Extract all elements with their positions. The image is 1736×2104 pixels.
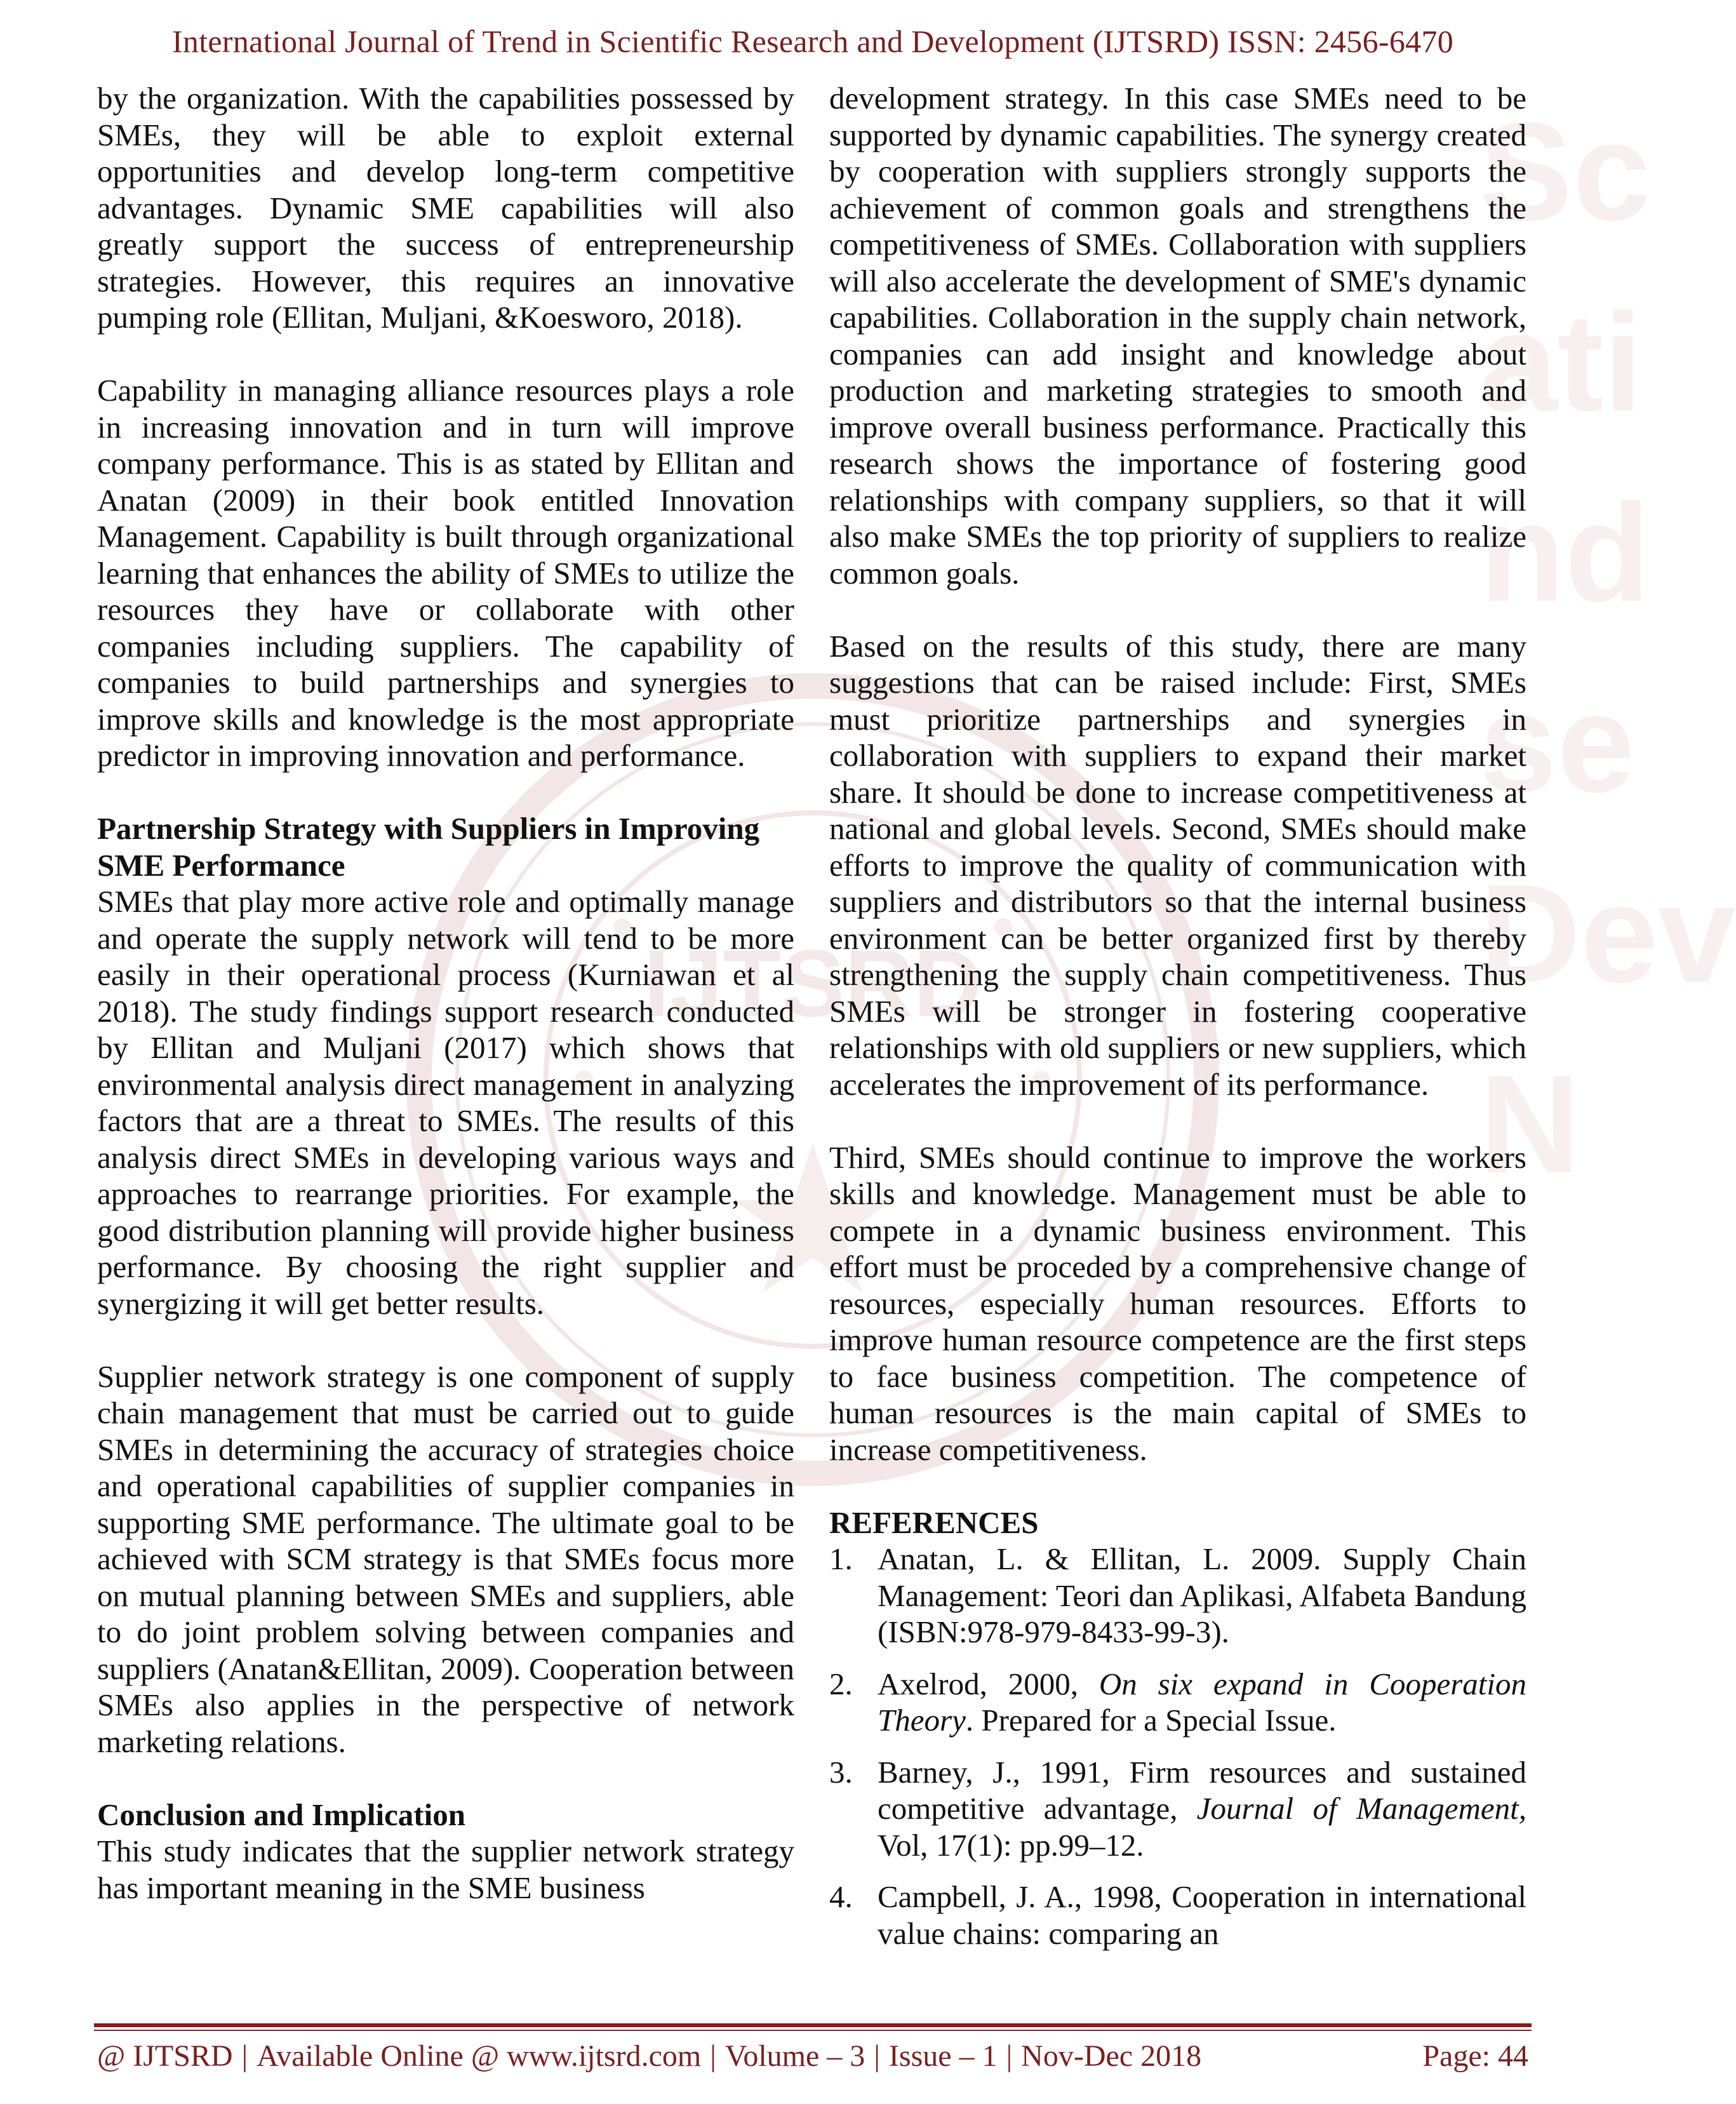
reference-text: . Prepared for a Special Issue. [965, 1703, 1337, 1738]
paragraph: development strategy. In this case SMEs need to be supported by dynamic capabilities. The synergy created by cooperation with suppliers strongly supports the achievement of common goals and strengthens the competitiveness of SMEs. Collaboration with suppliers will also accelerate the development of SME's dynamic capabilities. Collaboration in the supply chain network, companies can add insight and knowledge about production and marketing strategies to smooth and improve overall business performance. Practically this research shows the importance of fostering good relationships with company suppliers, so that it will also make SMEs the top priority of suppliers to realize common goals. [829, 81, 1526, 591]
paragraph: Supplier network strategy is one component of supply chain management that must be carried out to guide SMEs in determining the accuracy of strategies choice and operational capabilities of supplier companies in supporting SME performance. The ultimate goal to be achieved with SCM strategy is that SMEs focus more on mutual planning between SMEs and suppliers, able to do joint problem solving between companies and suppliers (Anatan&Ellitan, 2009). Cooperation between SMEs also applies in the perspective of network marketing relations. [97, 1358, 794, 1759]
footer-rule [94, 2030, 1532, 2031]
reference-number: 2. [829, 1666, 853, 1701]
footer-separator: | [874, 2039, 880, 2073]
paragraph: by the organization. With the capabilities possessed by SMEs, they will be able to exploit external opportunities and develop long-term competitive advantages. Dynamic SME capabilities will also greatly support the success of entrepreneurship strategies. However, this requires an innovative pumping role (Ellitan, Muljani, &Koesworo, 2018). [97, 81, 794, 335]
references-list [829, 1541, 1526, 1952]
reference-text: Anatan, L. & Ellitan, L. 2009. Supply Chain Management: Teori dan Aplikasi, Alfabeta Bandung (ISBN:978-979-8433-99-3). [878, 1541, 1526, 1649]
reference-item [829, 1879, 1526, 1952]
reference-text: Campbell, J. A., 1998, Cooperation in international value chains: comparing an [878, 1879, 1526, 1951]
footer-separator: | [1006, 2039, 1013, 2073]
reference-number: 3. [829, 1754, 853, 1790]
paragraph: Capability in managing alliance resources plays a role in increasing innovation and in turn will improve company performance. This is as stated by Ellitan and Anatan (2009) in their book entitled Innovation Management. Capability is built through organizational learning that enhances the ability of SMEs to utilize the resources they have or collaborate with other companies including suppliers. The capability of companies to build partnerships and synergies to improve skills and knowledge is the most appropriate predictor in improving innovation and performance. [97, 373, 794, 773]
footer-date: Nov-Dec 2018 [1021, 2039, 1202, 2073]
reference-text: Barney, J., 1991, Firm resources and sustained competitive advantage, [878, 1754, 1526, 1826]
right-column [829, 80, 1526, 1967]
footer-separator: | [241, 2039, 248, 2073]
reference-number: 4. [829, 1879, 853, 1914]
footer-page-number: Page: 44 [1422, 2039, 1528, 2073]
reference-title: On six expand in Cooperation Theory [878, 1666, 1526, 1738]
paragraph: This study indicates that the supplier network strategy has important meaning in the SME business [97, 1833, 794, 1905]
reference-title: Journal of Management, [1196, 1791, 1526, 1826]
footer-website: Available Online @ www.ijtsrd.com [257, 2039, 702, 2073]
reference-item [829, 1666, 1526, 1739]
paragraph: Based on the results of this study, there are many suggestions that can be raised include: First, SMEs must prioritize partnerships and synergies in collaboration with suppliers to expand their market share. It should be done to increase competitiveness at national and global levels. Second, SMEs should make efforts to improve the quality of communication with suppliers and distributors so that the internal business environment can be better organized first by thereby strengthening the supply chain competitiveness. Thus SMEs will be stronger in fostering cooperative relationships with old suppliers or new suppliers, which accelerates the improvement of its performance. [829, 628, 1526, 1102]
journal-header: International Journal of Trend in Scientific Research and Development (IJTSRD) ISSN: 2456-6470 [171, 23, 1454, 59]
footer-issue: Issue – 1 [888, 2039, 998, 2073]
footer-journal: @ IJTSRD [97, 2039, 233, 2073]
section-heading: Conclusion and Implication [97, 1797, 465, 1832]
reference-number: 1. [829, 1541, 853, 1576]
reference-item [829, 1754, 1526, 1864]
reference-item [829, 1541, 1526, 1651]
left-column [97, 80, 794, 1906]
watermark-edge-text: Sc ati nd se Dev N [1479, 93, 1736, 1202]
references-heading: REFERENCES [829, 1504, 1039, 1540]
footer-rule [94, 2023, 1532, 2027]
footer-volume: Volume – 3 [724, 2039, 865, 2073]
footer-info [97, 2039, 1201, 2074]
paragraph: SMEs that play more active role and optimally manage and operate the supply network will tend to be more easily in their operational process (Kurniawan et al 2018). The study findings support research conducted by Ellitan and Muljani (2017) which shows that environmental analysis direct management in analyzing factors that are a threat to SMEs. The results of this analysis direct SMEs in developing various ways and approaches to rearrange priorities. For example, the good distribution planning will provide higher business performance. By choosing the right supplier and synergizing it will get better results. [97, 884, 794, 1321]
reference-text: Vol, 17(1): pp.99–12. [878, 1827, 1144, 1863]
paragraph: Third, SMEs should continue to improve the workers skills and knowledge. Management must be able to compete in a dynamic business environment. This effort must be proceded by a comprehensive change of resources, especially human resources. Efforts to improve human resource competence are the first steps to face business competition. The competence of human resources is the main capital of SMEs to increase competitiveness. [829, 1139, 1526, 1467]
svg-text:IJTSRD: IJTSRD [643, 930, 982, 1036]
section-heading: Partnership Strategy with Suppliers in Improving SME Performance [97, 811, 760, 883]
reference-text: Axelrod, 2000, [878, 1666, 1099, 1701]
footer-separator: | [710, 2039, 716, 2073]
